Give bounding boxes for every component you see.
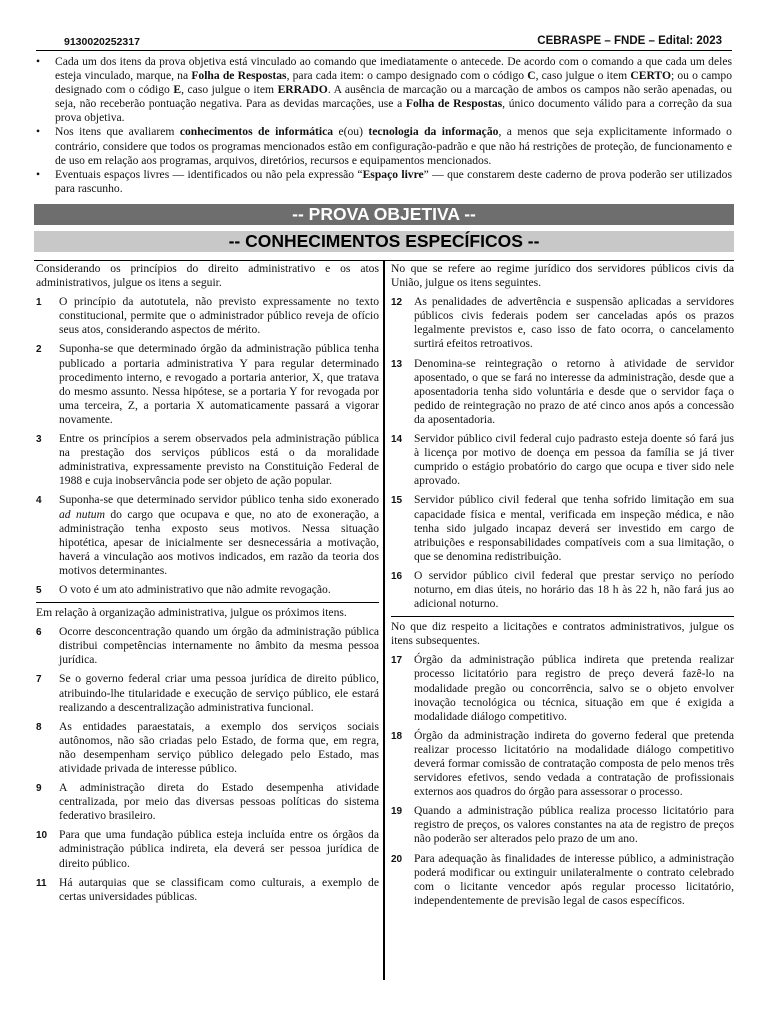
section-divider (36, 602, 379, 603)
item-number: 14 (391, 434, 403, 446)
text-run: Se o governo federal criar uma pessoa jurídica de direito público, atribuindo-lhe titularidade e execução de serviço público, ele estará realizando a descentralização administrativa funcional. (59, 672, 379, 714)
text-run: Cada um dos itens da prova objetiva está vinculado ao comando que imediatamente o antecede. De acordo com o comando a que cada um deles esteja vinculado, marque, na (55, 55, 732, 83)
item-number: 20 (391, 853, 403, 865)
item-number: 19 (391, 806, 403, 818)
question-item (391, 729, 734, 799)
text-run: Há autarquias que se classificam como culturais, a exemplo de certas universidades públicas. (59, 875, 379, 903)
item-number: 3 (36, 434, 42, 446)
section-instruction: Em relação à organização administrativa, julgue os próximos itens. (36, 606, 347, 620)
text-run: do cargo que ocupava e que, no ato de exoneração, a administração tenha exposto seus motivos. Nessa situação hipotética, apesar de inicialmente ser desnecessária a motivação, haverá a vinculação aos motivos indicados, em razão da teoria dos motivos determinantes. (59, 507, 379, 577)
question-section (36, 606, 379, 904)
conhecimentos-especificos-title: -- CONHECIMENTOS ESPECÍFICOS -- (34, 231, 734, 252)
item-number: 5 (36, 584, 42, 596)
question-item (36, 828, 379, 870)
bold-text: Folha de Respostas (405, 97, 503, 111)
bold-text: C (527, 69, 536, 83)
text-run: Servidor público civil federal que tenha sofrido limitação em sua capacidade física e mental, verificada em inspeção médica, e não tenha sido julgado incapaz deverá ser investido em cargo de atribuições e responsabilidades compatíveis com a sua limitação, o que se denomina redistribuição. (414, 493, 734, 563)
text-run: , caso julgue o item (181, 83, 278, 97)
section-divider (391, 616, 734, 617)
text-run: e(ou) (333, 125, 369, 139)
question-item (391, 653, 734, 723)
item-number: 8 (36, 721, 42, 733)
question-item (391, 569, 734, 611)
text-run: , para cada item: o campo designado com o código (286, 69, 528, 83)
item-number: 17 (391, 655, 403, 667)
item-number: 16 (391, 570, 403, 582)
text-run: ; ou o campo designado com o código (55, 69, 732, 97)
section-instruction: No que diz respeito a licitações e contratos administrativos, julgue os itens subsequentes. (391, 620, 734, 648)
text-run: O servidor público civil federal que prestar serviço no período noturno, em dias úteis, no horário das 18 h às 22 h, não fará jus ao adicional noturno. (414, 568, 734, 611)
text-run: Entre os princípios a serem observados pela administração pública na prestação dos serviços públicos está o da moralidade administrativa, expressamente previsto na Constituição Federal de 1988 e cuja inobservância pode ser objeto de ação popular. (59, 432, 379, 488)
bold-text: tecnologia da informação (368, 125, 499, 139)
instructions-list (36, 55, 732, 196)
bold-text: Espaço livre (362, 167, 424, 181)
text-run: Para adequação às finalidades de interesse público, a administração poderá modificar ou extinguir unilateralmente o contrato celebrado com o licitante vencedor após regular processo licitatório, independentemente de previsão legal de casos específicos. (414, 851, 734, 907)
text-run: , a menos que seja explicitamente informado o contrário, considere que todos os programas mencionados estão em configuração-padrão e que não há restrições de proteção, de funcionamento e de uso em relação aos programas, arquivos, diretórios, recursos e equipamentos mencionados. (55, 125, 732, 167)
bold-text: E (173, 83, 182, 97)
booklet-code: 9130020252317 (64, 36, 140, 48)
text-run: As entidades paraestatais, a exemplo dos serviços sociais autônomos, não são criadas pelo Estado, de forma que, em regra, não desempenham serviço público delegado pelo Estado, mas atividade privada de interesse público. (59, 719, 379, 775)
question-section (36, 262, 379, 597)
question-item (36, 432, 379, 488)
item-number: 11 (36, 877, 47, 889)
text-run: Suponha-se que determinado órgão da administração pública tenha publicado a portaria administrativa Y para regular determinado procedimento interno, e revogado a portaria anterior, X, que tratava do mesmo assunto. Nessa hipótese, se a portaria Y for revogada por uma terceira, Z, a portaria X automaticamente passará a vigorar novamente. (59, 342, 379, 426)
text-run: Ocorre desconcentração quando um órgão da administração pública distribui competências internamente no âmbito da mesma pessoa jurídica. (59, 625, 379, 667)
item-number: 10 (36, 830, 48, 842)
bullet-icon: • (36, 167, 41, 181)
bold-text: CERTO (630, 69, 671, 83)
bold-text: conhecimentos de informática (179, 125, 334, 139)
item-number: 2 (36, 344, 42, 356)
question-section (391, 620, 734, 908)
question-item (391, 432, 734, 488)
text-run: A administração direta do Estado desempenha atividade centralizada, por meio das diversas pessoas políticas do sistema federativo brasileiro. (59, 781, 379, 823)
text-run: Suponha-se que determinado servidor público tenha sido exonerado (59, 493, 379, 507)
text-run: As penalidades de advertência e suspensão aplicadas a servidores públicos civis federais podem ser canceladas após os prazos legalmente previstos e, caso isso de fato ocorra, o cancelamento surtirá efeitos retroativos. (414, 295, 734, 351)
item-number: 18 (391, 730, 403, 742)
right-column (391, 262, 734, 913)
question-item (36, 876, 379, 904)
question-item (36, 342, 379, 427)
text-run: Para que uma fundação pública esteja incluída entre os órgãos da administração pública indireta, ela deverá ser pessoa jurídica de direito público. (59, 828, 379, 870)
question-item (391, 804, 734, 846)
bold-text: Folha de Respostas (191, 69, 287, 83)
item-number: 6 (36, 627, 42, 639)
text-run: Servidor público civil federal cujo padrasto esteja doente só fará jus à licença por motivo de doença em pessoa da família se já tiver cumprido o estágio probatório do cargo que ocupa e tiver sido nele aprovado. (414, 432, 734, 488)
instruction-item (36, 168, 732, 196)
bullet-icon: • (36, 55, 41, 68)
section-instruction: No que se refere ao regime jurídico dos servidores públicos civis da União, julgue os itens seguintes. (391, 262, 734, 290)
question-item (36, 493, 379, 578)
column-divider (383, 260, 385, 980)
bold-text: ERRADO (277, 83, 328, 97)
text-run: , único documento válido para a correção da sua prova objetiva. (55, 97, 732, 125)
question-item (391, 493, 734, 563)
item-number: 15 (391, 495, 403, 507)
question-item (36, 781, 379, 823)
question-item (36, 295, 379, 337)
question-item (36, 720, 379, 776)
question-item (36, 583, 379, 597)
text-run: Quando a administração pública realiza processo licitatório para registro de preços, os valores constantes na ata de registro de preços não poderão ser alterados pelo prazo de um ano. (414, 804, 734, 846)
question-item (391, 357, 734, 427)
page-header (36, 32, 732, 51)
question-section (391, 262, 734, 611)
exam-identifier: CEBRASPE – FNDE – Edital: 2023 (537, 35, 722, 47)
item-number: 12 (391, 297, 403, 309)
question-item (391, 852, 734, 908)
left-column (36, 262, 379, 909)
item-number: 7 (36, 674, 42, 686)
section-instruction: Considerando os princípios do direito administrativo e os atos administrativos, julgue os itens a seguir. (36, 262, 379, 290)
text-run: O princípio da autotutela, não previsto expressamente no texto constitucional, permite que o administrador público reveja de ofício seus atos, considerando aspectos de mérito. (59, 295, 379, 337)
text-run: Órgão da administração pública indireta que pretenda realizar processo licitatório para registro de preço deverá fazê-lo na modalidade pregão ou concorrência, salvo se o objeto envolver inovação tecnológica ou técnica, situação em que é exigida a modalidade diálogo competitivo. (414, 653, 734, 723)
item-number: 1 (36, 297, 42, 309)
question-item (36, 672, 379, 714)
instruction-item (36, 55, 732, 125)
italic-text: ad nutum (59, 507, 105, 521)
prova-objetiva-title: -- PROVA OBJETIVA -- (34, 204, 734, 225)
bullet-icon: • (36, 125, 41, 139)
text-run: . A ausência de marcação ou a marcação de ambos os campos não serão apenadas, ou seja, não receberão pontuação negativa. Para as devidas marcações, use a (55, 83, 732, 111)
question-item (391, 295, 734, 351)
item-number: 13 (391, 358, 403, 370)
text-run: Eventuais espaços livres — identificados ou não pela expressão “ (55, 167, 363, 181)
text-run: Denomina-se reintegração o retorno à atividade de servidor aposentado, o que se fará no interesse da administração, desde que a aposentadoria tenha sido voluntária e desde que o servidor faça o pedido de reintegração no prazo de até cinco anos após a concessão da aposentadoria. (414, 356, 734, 426)
text-run: O voto é um ato administrativo que não admite revogação. (59, 582, 331, 596)
instruction-item (36, 125, 732, 167)
item-number: 9 (36, 783, 42, 795)
text-run: ” — que constarem deste caderno de prova poderão ser utilizados para rascunho. (55, 167, 732, 195)
item-number: 4 (36, 495, 42, 507)
question-item (36, 625, 379, 667)
text-run: , caso julgue o item (535, 69, 631, 83)
text-run: Órgão da administração indireta do governo federal que pretenda realizar processo licitatório na modalidade diálogo competitivo deverá formar comissão de contratação composta de pelo menos três servidores efetivos, sendo vedada a contratação de profissionais externos aos quadros do órgão para assessorar o processo. (414, 728, 734, 799)
text-run: Nos itens que avaliarem (55, 125, 180, 139)
